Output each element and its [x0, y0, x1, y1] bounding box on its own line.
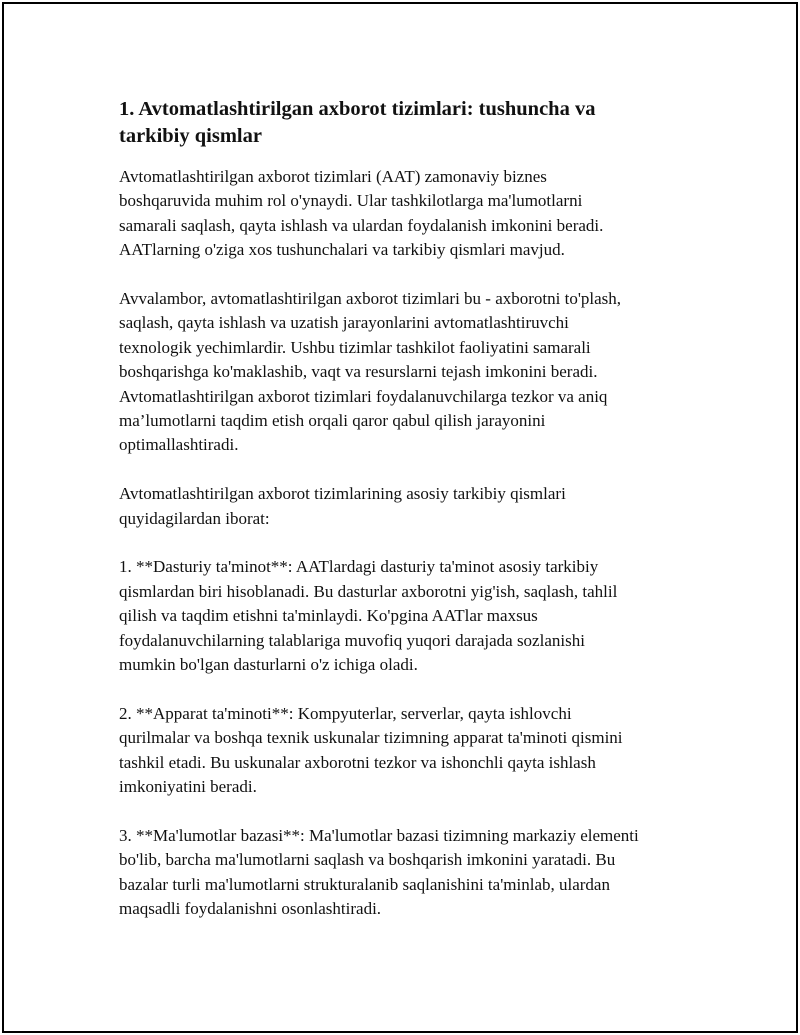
text-line: optimallashtiradi.: [119, 435, 239, 455]
components-intro-paragraph: [119, 482, 699, 531]
component-item-software: [119, 555, 699, 677]
text-line: mumkin bo'lgan dasturlarni o'z ichiga oladi.: [119, 655, 418, 675]
text-line: imkoniyatini beradi.: [119, 777, 257, 797]
text-line: Avtomatlashtirilgan axborot tizimlari foydalanuvchilarga tezkor va aniq: [119, 386, 608, 406]
text-line: bo'lib, barcha ma'lumotlarni saqlash va boshqarish imkonini yaratadi. Bu: [119, 850, 616, 870]
text-line: foydalanuvchilarning talablariga muvofiq yuqori darajada sozlanishi: [119, 630, 585, 650]
text-line: qurilmalar va boshqa texnik uskunalar tizimning apparat ta'minoti qismini: [119, 728, 623, 748]
text-line: texnologik yechimlardir. Ushbu tizimlar tashkilot faoliyatini samarali: [119, 337, 591, 357]
heading-line: tarkibiy qismlar: [119, 125, 262, 147]
text-line: qilish va taqdim etishni ta'minlaydi. Ko'pgina AATlar maxsus: [119, 606, 538, 626]
component-item-database: [119, 824, 699, 922]
text-line: saqlash, qayta ishlash va uzatish jarayonlarini avtomatlashtiruvchi: [119, 313, 569, 333]
document-page: [2, 2, 798, 1033]
text-line: maqsadli foydalanishni osonlashtiradi.: [119, 899, 382, 919]
section-heading: [119, 96, 699, 150]
text-line: boshqaruvida muhim rol o'ynaydi. Ular tashkilotlarga ma'lumotlarni: [119, 191, 583, 211]
document-body: [119, 96, 699, 946]
text-line: Avtomatlashtirilgan axborot tizimlarining asosiy tarkibiy qismlari: [119, 484, 566, 504]
text-line: qismlardan biri hisoblanadi. Bu dasturlar axborotni yig'ish, saqlash, tahlil: [119, 581, 618, 601]
text-line: boshqarishga ko'maklashib, vaqt va resurslarni tejash imkonini beradi.: [119, 362, 598, 382]
text-line: tashkil etadi. Bu uskunalar axborotni tezkor va ishonchli qayta ishlash: [119, 752, 596, 772]
text-line: bazalar turli ma'lumotlarni strukturalanib saqlanishini ta'minlab, ulardan: [119, 874, 610, 894]
text-line: Avvalambor, avtomatlashtirilgan axborot tizimlari bu - axborotni to'plash,: [119, 289, 622, 309]
text-line: AATlarning o'ziga xos tushunchalari va tarkibiy qismlari mavjud.: [119, 240, 565, 260]
intro-paragraph: [119, 165, 699, 263]
text-line: quyidagilardan iborat:: [119, 508, 270, 528]
text-line: samarali saqlash, qayta ishlash va ulardan foydalanish imkonini beradi.: [119, 215, 604, 235]
component-item-hardware: [119, 702, 699, 800]
heading-line: 1. Avtomatlashtirilgan axborot tizimlari: tushuncha va: [119, 98, 596, 120]
text-line: ma’lumotlarni taqdim etish orqali qaror qabul qilish jarayonini: [119, 411, 546, 431]
text-line: Avtomatlashtirilgan axborot tizimlari (AAT) zamonaviy biznes: [119, 167, 547, 186]
text-line: 2. **Apparat ta'minoti**: Kompyuterlar, serverlar, qayta ishlovchi: [119, 703, 572, 723]
text-line: 3. **Ma'lumotlar bazasi**: Ma'lumotlar bazasi tizimning markaziy elementi: [119, 825, 639, 845]
definition-paragraph: [119, 287, 699, 458]
text-line: 1. **Dasturiy ta'minot**: AATlardagi dasturiy ta'minot asosiy tarkibiy: [119, 557, 599, 577]
